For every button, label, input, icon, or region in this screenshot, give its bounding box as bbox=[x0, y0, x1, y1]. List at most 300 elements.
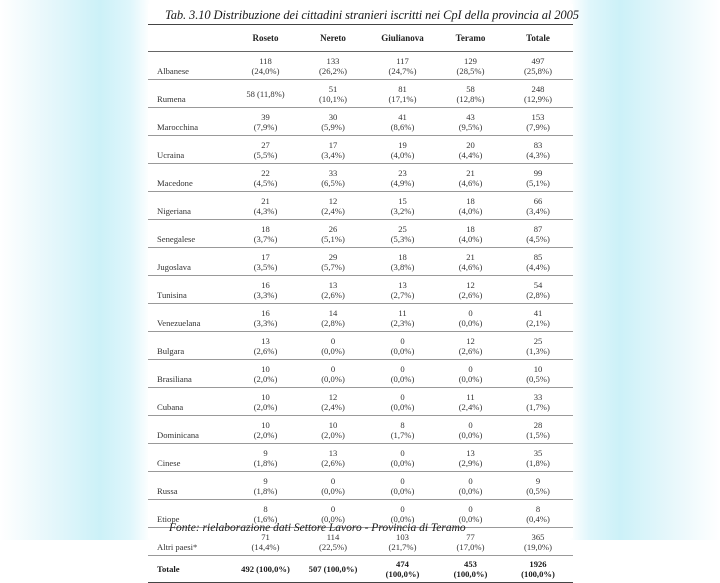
cell-percentage: (0,5%) bbox=[526, 373, 550, 384]
row-label: Venezuelana bbox=[148, 304, 232, 332]
cell-teramo bbox=[438, 108, 503, 136]
cell-roseto bbox=[232, 164, 299, 192]
cell-totale bbox=[503, 472, 573, 500]
cell-value: 26 bbox=[328, 223, 338, 234]
cell-value: 0 bbox=[330, 475, 336, 486]
cell-nereto bbox=[299, 416, 367, 444]
cell-percentage: (0,4%) bbox=[526, 513, 550, 524]
cell-value: 33 bbox=[328, 167, 338, 178]
cell-giulianova bbox=[367, 220, 438, 248]
cell-value: 9 bbox=[535, 475, 541, 486]
table-body bbox=[148, 52, 573, 583]
table-row bbox=[148, 388, 573, 416]
right-glow-background bbox=[570, 0, 720, 540]
cell-teramo bbox=[438, 164, 503, 192]
cell-percentage: (2,8%) bbox=[526, 289, 550, 300]
cell-value: 0 bbox=[400, 363, 405, 374]
cell-percentage: (2,0%) bbox=[253, 429, 278, 440]
cell-percentage: (3,8%) bbox=[390, 261, 415, 272]
cell-roseto bbox=[232, 556, 299, 583]
table-row bbox=[148, 304, 573, 332]
cell-giulianova bbox=[367, 248, 438, 276]
cell-value: 10 bbox=[328, 419, 338, 430]
cell-roseto bbox=[232, 444, 299, 472]
cell-percentage: (8,6%) bbox=[390, 121, 415, 132]
cell-value: 77 bbox=[466, 531, 475, 542]
cell-percentage: (3,4%) bbox=[321, 149, 345, 160]
cell-teramo bbox=[438, 192, 503, 220]
cell-percentage: (0,0%) bbox=[390, 513, 415, 524]
cell-percentage: (3,5%) bbox=[253, 261, 278, 272]
cell-percentage: (21,7%) bbox=[388, 541, 417, 552]
cell-value: 10 bbox=[261, 419, 270, 430]
cell-percentage: (0,0%) bbox=[390, 373, 415, 384]
cell-nereto bbox=[299, 192, 367, 220]
cell-percentage: (2,6%) bbox=[253, 345, 278, 356]
cell-percentage: (2,4%) bbox=[321, 401, 345, 412]
cell-percentage: (0,0%) bbox=[321, 513, 345, 524]
row-label: Cubana bbox=[148, 388, 232, 416]
cell-roseto bbox=[232, 108, 299, 136]
table-row bbox=[148, 220, 573, 248]
cell-value: 85 bbox=[533, 251, 543, 262]
cell-totale bbox=[503, 332, 573, 360]
cell-percentage: (5,1%) bbox=[526, 177, 550, 188]
cell-value: 0 bbox=[400, 503, 405, 514]
cell-value: 0 bbox=[400, 447, 405, 458]
cell-nereto bbox=[299, 304, 367, 332]
cell-totale bbox=[503, 136, 573, 164]
cell-percentage: (100,0%) bbox=[453, 569, 488, 579]
cell-value: 13 bbox=[398, 279, 407, 290]
cell-percentage: (0,0%) bbox=[458, 373, 483, 384]
cell-percentage: (3,3%) bbox=[253, 289, 278, 300]
cell-percentage: (0,0%) bbox=[458, 513, 483, 524]
cell-giulianova bbox=[367, 192, 438, 220]
cell-nereto bbox=[299, 472, 367, 500]
cell-value: 492 (100,0%) bbox=[241, 564, 290, 574]
cell-value: 9 bbox=[263, 447, 268, 458]
cell-percentage: (9,5%) bbox=[458, 121, 483, 132]
cell-value: 71 bbox=[261, 531, 270, 542]
cell-value: 25 bbox=[398, 223, 407, 234]
cell-value: 497 bbox=[531, 55, 545, 66]
cell-percentage: (4,5%) bbox=[253, 177, 278, 188]
cell-roseto bbox=[232, 136, 299, 164]
cell-teramo bbox=[438, 472, 503, 500]
cell-value: 29 bbox=[328, 251, 338, 262]
cell-value: 1926 bbox=[529, 559, 547, 569]
cell-value: 0 bbox=[400, 475, 405, 486]
cell-giulianova bbox=[367, 444, 438, 472]
cell-value: 12 bbox=[328, 195, 338, 206]
cell-nereto bbox=[299, 556, 367, 583]
cell-percentage: (2,9%) bbox=[458, 457, 483, 468]
cell-percentage: (2,4%) bbox=[458, 401, 483, 412]
cell-roseto bbox=[232, 80, 299, 108]
cell-percentage: (2,0%) bbox=[321, 429, 345, 440]
cell-percentage: (1,8%) bbox=[526, 457, 550, 468]
cell-percentage: (2,3%) bbox=[390, 317, 415, 328]
cell-percentage: (4,3%) bbox=[526, 149, 550, 160]
cell-totale bbox=[503, 52, 573, 80]
cell-percentage: (4,9%) bbox=[390, 177, 415, 188]
cell-value: 35 bbox=[533, 447, 543, 458]
cell-percentage: (10,1%) bbox=[319, 93, 347, 104]
cell-percentage: (7,9%) bbox=[526, 121, 550, 132]
cell-value: 11 bbox=[466, 391, 475, 402]
table-row bbox=[148, 248, 573, 276]
cell-value: 118 bbox=[259, 55, 272, 66]
cell-nereto bbox=[299, 108, 367, 136]
cell-nereto bbox=[299, 220, 367, 248]
cell-percentage: (4,0%) bbox=[390, 149, 415, 160]
cell-teramo bbox=[438, 248, 503, 276]
row-label: Tunisina bbox=[148, 276, 232, 304]
cell-totale bbox=[503, 500, 573, 528]
cell-value: 0 bbox=[468, 419, 473, 430]
cell-percentage: (3,7%) bbox=[253, 233, 278, 244]
cell-teramo bbox=[438, 444, 503, 472]
cell-teramo bbox=[438, 276, 503, 304]
cell-roseto bbox=[232, 360, 299, 388]
cell-giulianova bbox=[367, 416, 438, 444]
table-header-row bbox=[148, 25, 573, 52]
cell-percentage: (4,5%) bbox=[526, 233, 550, 244]
cell-percentage: (12,8%) bbox=[456, 93, 485, 104]
foreign-citizens-table bbox=[148, 24, 573, 583]
row-label: Albanese bbox=[148, 52, 232, 80]
left-glow-background bbox=[0, 0, 150, 540]
cell-value: 0 bbox=[400, 391, 405, 402]
cell-totale bbox=[503, 528, 573, 556]
column-header-teramo: Teramo bbox=[438, 25, 503, 52]
cell-value: 474 bbox=[396, 559, 409, 569]
cell-value: 133 bbox=[326, 55, 340, 66]
cell-value: 0 bbox=[330, 335, 336, 346]
cell-value: 18 bbox=[398, 251, 407, 262]
cell-value: 0 bbox=[468, 363, 473, 374]
cell-roseto bbox=[232, 472, 299, 500]
cell-giulianova bbox=[367, 556, 438, 583]
cell-teramo bbox=[438, 80, 503, 108]
cell-nereto bbox=[299, 332, 367, 360]
cell-value: 30 bbox=[328, 111, 338, 122]
cell-totale bbox=[503, 556, 573, 583]
cell-value: 0 bbox=[400, 335, 405, 346]
cell-percentage: (12,9%) bbox=[524, 93, 552, 104]
cell-percentage: (100,0%) bbox=[385, 569, 420, 579]
table-row bbox=[148, 80, 573, 108]
cell-percentage: (5,1%) bbox=[321, 233, 345, 244]
cell-giulianova bbox=[367, 164, 438, 192]
column-header-roseto: Roseto bbox=[232, 25, 299, 52]
row-label: Nigeriana bbox=[148, 192, 232, 220]
cell-roseto bbox=[232, 248, 299, 276]
cell-teramo bbox=[438, 220, 503, 248]
cell-percentage: (2,0%) bbox=[253, 373, 278, 384]
cell-percentage: (1,7%) bbox=[526, 401, 550, 412]
cell-value: 9 bbox=[263, 475, 268, 486]
cell-percentage: (100,0%) bbox=[521, 569, 555, 579]
cell-value: 12 bbox=[466, 335, 475, 346]
cell-percentage: (28,5%) bbox=[456, 65, 485, 76]
table-row bbox=[148, 444, 573, 472]
cell-roseto bbox=[232, 192, 299, 220]
table-row bbox=[148, 136, 573, 164]
cell-teramo bbox=[438, 136, 503, 164]
cell-value: 58 (11,8%) bbox=[246, 88, 285, 99]
cell-percentage: (0,0%) bbox=[458, 317, 483, 328]
cell-value: 41 bbox=[398, 111, 407, 122]
cell-value: 10 bbox=[261, 391, 270, 402]
column-header-nereto: Nereto bbox=[299, 25, 367, 52]
row-label: Rumena bbox=[148, 80, 232, 108]
cell-value: 453 bbox=[464, 559, 477, 569]
cell-value: 81 bbox=[398, 83, 407, 94]
cell-percentage: (4,6%) bbox=[458, 177, 483, 188]
cell-totale bbox=[503, 80, 573, 108]
table-row bbox=[148, 192, 573, 220]
cell-value: 17 bbox=[328, 139, 338, 150]
cell-value: 23 bbox=[398, 167, 407, 178]
cell-value: 117 bbox=[396, 55, 409, 66]
cell-value: 18 bbox=[261, 223, 270, 234]
cell-teramo bbox=[438, 360, 503, 388]
cell-value: 17 bbox=[261, 251, 270, 262]
cell-roseto bbox=[232, 388, 299, 416]
cell-percentage: (24,7%) bbox=[388, 65, 417, 76]
cell-percentage: (0,0%) bbox=[458, 485, 483, 496]
row-label: Russa bbox=[148, 472, 232, 500]
cell-teramo bbox=[438, 332, 503, 360]
cell-roseto bbox=[232, 416, 299, 444]
cell-value: 41 bbox=[533, 307, 543, 318]
row-label: Etiope bbox=[148, 500, 232, 528]
cell-value: 114 bbox=[326, 531, 340, 542]
cell-value: 8 bbox=[263, 503, 268, 514]
cell-value: 0 bbox=[468, 475, 473, 486]
row-label: Bulgara bbox=[148, 332, 232, 360]
cell-giulianova bbox=[367, 304, 438, 332]
cell-nereto bbox=[299, 136, 367, 164]
cell-percentage: (3,3%) bbox=[253, 317, 278, 328]
cell-value: 153 bbox=[531, 111, 545, 122]
cell-percentage: (4,0%) bbox=[458, 233, 483, 244]
cell-nereto bbox=[299, 80, 367, 108]
table-title: Tab. 3.10 Distribuzione dei cittadini stranieri iscritti nei CpI della provincia al 2005 bbox=[165, 8, 579, 22]
cell-roseto bbox=[232, 304, 299, 332]
cell-percentage: (4,6%) bbox=[458, 261, 483, 272]
cell-percentage: (5,5%) bbox=[253, 149, 278, 160]
cell-percentage: (3,4%) bbox=[526, 205, 550, 216]
table-row bbox=[148, 360, 573, 388]
cell-nereto bbox=[299, 388, 367, 416]
cell-totale bbox=[503, 304, 573, 332]
cell-value: 129 bbox=[464, 55, 477, 66]
cell-giulianova bbox=[367, 276, 438, 304]
row-label: Totale bbox=[148, 556, 232, 583]
cell-teramo bbox=[438, 304, 503, 332]
table-row bbox=[148, 164, 573, 192]
cell-totale bbox=[503, 444, 573, 472]
table-row bbox=[148, 416, 573, 444]
column-header-totale: Totale bbox=[503, 25, 573, 52]
cell-percentage: (2,0%) bbox=[253, 401, 278, 412]
cell-nereto bbox=[299, 360, 367, 388]
cell-percentage: (1,3%) bbox=[526, 345, 550, 356]
cell-percentage: (26,2%) bbox=[319, 65, 347, 76]
cell-totale bbox=[503, 416, 573, 444]
table-row bbox=[148, 472, 573, 500]
cell-roseto bbox=[232, 276, 299, 304]
cell-percentage: (2,6%) bbox=[321, 457, 345, 468]
cell-value: 19 bbox=[398, 139, 407, 150]
cell-nereto bbox=[299, 248, 367, 276]
cell-percentage: (6,5%) bbox=[321, 177, 345, 188]
cell-value: 18 bbox=[466, 223, 475, 234]
cell-value: 25 bbox=[533, 335, 543, 346]
cell-teramo bbox=[438, 556, 503, 583]
cell-value: 21 bbox=[466, 251, 475, 262]
cell-value: 507 (100,0%) bbox=[308, 564, 358, 574]
cell-percentage: (2,6%) bbox=[458, 289, 483, 300]
cell-value: 13 bbox=[328, 279, 338, 290]
cell-percentage: (2,8%) bbox=[321, 317, 345, 328]
cell-value: 22 bbox=[261, 167, 270, 178]
cell-value: 8 bbox=[400, 419, 405, 430]
row-label: Dominicana bbox=[148, 416, 232, 444]
row-label: Marocchina bbox=[148, 108, 232, 136]
cell-percentage: (2,4%) bbox=[321, 205, 345, 216]
document-page bbox=[148, 4, 579, 579]
cell-percentage: (0,0%) bbox=[321, 485, 345, 496]
cell-percentage: (0,0%) bbox=[321, 373, 345, 384]
cell-percentage: (2,7%) bbox=[390, 289, 415, 300]
source-note: Fonte: rielaborazione dati Settore Lavoro - Provincia di Teramo bbox=[169, 522, 466, 534]
table-row bbox=[148, 332, 573, 360]
cell-percentage: (5,3%) bbox=[390, 233, 415, 244]
cell-value: 8 bbox=[535, 503, 541, 514]
cell-value: 0 bbox=[330, 503, 336, 514]
cell-value: 83 bbox=[533, 139, 543, 150]
column-header bbox=[148, 25, 232, 52]
cell-roseto bbox=[232, 52, 299, 80]
cell-value: 13 bbox=[466, 447, 475, 458]
cell-roseto bbox=[232, 220, 299, 248]
cell-value: 13 bbox=[328, 447, 338, 458]
cell-percentage: (2,1%) bbox=[526, 317, 550, 328]
row-label: Senegalese bbox=[148, 220, 232, 248]
total-row bbox=[148, 556, 573, 583]
cell-percentage: (4,4%) bbox=[526, 261, 550, 272]
cell-value: 39 bbox=[261, 111, 270, 122]
cell-value: 99 bbox=[533, 167, 543, 178]
cell-value: 51 bbox=[328, 83, 338, 94]
cell-giulianova bbox=[367, 388, 438, 416]
cell-giulianova bbox=[367, 136, 438, 164]
cell-percentage: (14,4%) bbox=[251, 541, 280, 552]
cell-nereto bbox=[299, 164, 367, 192]
cell-nereto bbox=[299, 52, 367, 80]
cell-percentage: (3,2%) bbox=[390, 205, 415, 216]
cell-percentage: (1,7%) bbox=[390, 429, 415, 440]
cell-value: 11 bbox=[398, 307, 407, 318]
cell-percentage: (24,0%) bbox=[251, 65, 280, 76]
cell-percentage: (1,8%) bbox=[253, 485, 278, 496]
cell-giulianova bbox=[367, 52, 438, 80]
cell-percentage: (1,5%) bbox=[526, 429, 550, 440]
cell-value: 10 bbox=[261, 363, 270, 374]
cell-value: 54 bbox=[533, 279, 543, 290]
cell-value: 15 bbox=[398, 195, 407, 206]
cell-percentage: (17,1%) bbox=[388, 93, 417, 104]
cell-value: 27 bbox=[261, 139, 270, 150]
table-row bbox=[148, 276, 573, 304]
cell-totale bbox=[503, 388, 573, 416]
cell-value: 21 bbox=[261, 195, 270, 206]
cell-percentage: (0,0%) bbox=[321, 345, 345, 356]
cell-value: 28 bbox=[533, 419, 543, 430]
cell-giulianova bbox=[367, 108, 438, 136]
cell-percentage: (17,0%) bbox=[456, 541, 485, 552]
cell-value: 365 bbox=[531, 531, 545, 542]
cell-value: 0 bbox=[330, 363, 336, 374]
cell-value: 248 bbox=[531, 83, 545, 94]
cell-value: 20 bbox=[466, 139, 475, 150]
cell-percentage: (22,5%) bbox=[319, 541, 347, 552]
cell-value: 10 bbox=[533, 363, 543, 374]
cell-giulianova bbox=[367, 472, 438, 500]
cell-value: 16 bbox=[261, 279, 270, 290]
cell-value: 58 bbox=[466, 83, 475, 94]
cell-percentage: (4,0%) bbox=[458, 205, 483, 216]
cell-percentage: (1,8%) bbox=[253, 457, 278, 468]
cell-percentage: (0,0%) bbox=[390, 485, 415, 496]
cell-value: 33 bbox=[533, 391, 543, 402]
table-row bbox=[148, 108, 573, 136]
cell-percentage: (1,6%) bbox=[253, 513, 278, 524]
cell-nereto bbox=[299, 444, 367, 472]
cell-value: 18 bbox=[466, 195, 475, 206]
cell-percentage: (4,4%) bbox=[458, 149, 483, 160]
cell-giulianova bbox=[367, 332, 438, 360]
cell-value: 0 bbox=[468, 307, 473, 318]
cell-percentage: (0,0%) bbox=[390, 345, 415, 356]
cell-totale bbox=[503, 248, 573, 276]
cell-percentage: (2,6%) bbox=[321, 289, 345, 300]
cell-value: 21 bbox=[466, 167, 475, 178]
cell-value: 0 bbox=[468, 503, 473, 514]
row-label: Jugoslava bbox=[148, 248, 232, 276]
row-label: Ucraina bbox=[148, 136, 232, 164]
cell-percentage: (19,0%) bbox=[524, 541, 552, 552]
cell-totale bbox=[503, 164, 573, 192]
cell-value: 12 bbox=[466, 279, 475, 290]
row-label: Cinese bbox=[148, 444, 232, 472]
row-label: Altri paesi* bbox=[148, 528, 232, 556]
cell-percentage: (5,7%) bbox=[321, 261, 345, 272]
cell-totale bbox=[503, 108, 573, 136]
cell-percentage: (7,9%) bbox=[253, 121, 278, 132]
cell-value: 66 bbox=[533, 195, 543, 206]
cell-percentage: (0,0%) bbox=[390, 457, 415, 468]
cell-totale bbox=[503, 192, 573, 220]
cell-value: 103 bbox=[396, 531, 409, 542]
column-header-giulianova: Giulianova bbox=[367, 25, 438, 52]
cell-nereto bbox=[299, 276, 367, 304]
cell-percentage: (4,3%) bbox=[253, 205, 278, 216]
